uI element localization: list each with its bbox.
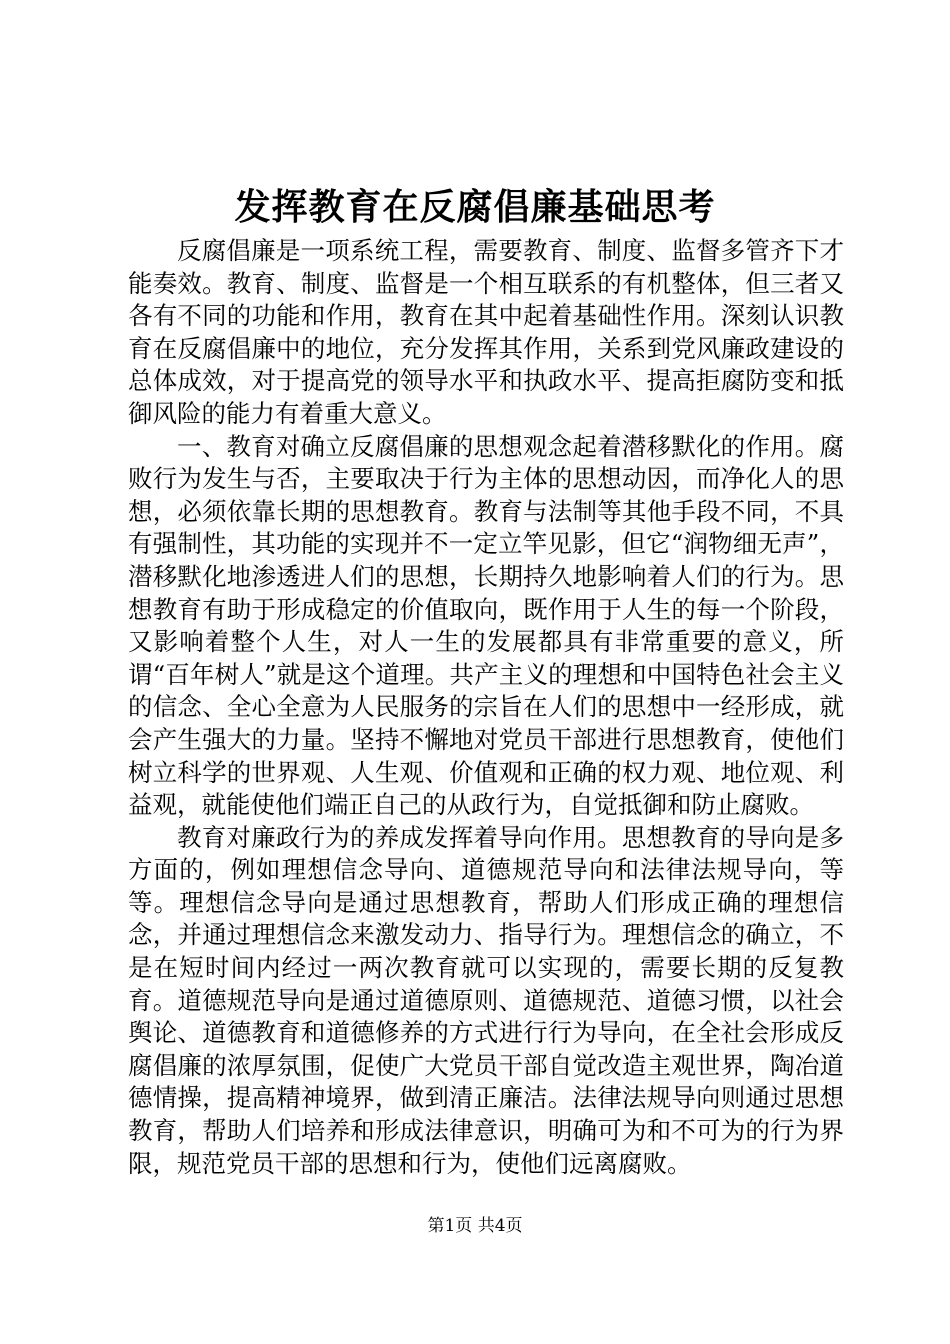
paragraph-guidance: 教育对廉政行为的养成发挥着导向作用。思想教育的导向是多方面的，例如理想信念导向、道德规范导向和法律法规导向，等等。理想信念导向是通过思想教育，帮助人们形成正确的理想信念，并通过理想信念来激发动力、指导行为。理想信念的确立，不是在短时间内经过一两次教育就可以实现的，需要长期的反复教育。道德规范导向是通过道德原则、道德规范、道德习惯，以社会舆论、道德教育和道德修养的方式进行行为导向，在全社会形成反腐倡廉的浓厚氛围，促使广大党员干部自觉改造主观世界，陶冶道德情操，提高精神境界，做到清正廉洁。法律法规导向则通过思想教育，帮助人们培养和形成法律意识，明确可为和不可为的行为界限，规范党员干部的思想和行为，使他们远离腐败。: [128, 822, 844, 1178]
paragraph-section-one: 一、教育对确立反腐倡廉的思想观念起着潜移默化的作用。腐败行为发生与否，主要取决于行为主体的思想动因，而净化人的思想，必须依靠长期的思想教育。教育与法制等其他手段不同，不具有强制性，其功能的实现并不一定立竿见影，但它“润物细无声”，潜移默化地渗透进人们的思想，长期持久地影响着人们的行为。思想教育有助于形成稳定的价值取向，既作用于人生的每一个阶段，又影响着整个人生，对人一生的发展都具有非常重要的意义，所谓“百年树人”就是这个道理。共产主义的理想和中国特色社会主义的信念、全心全意为人民服务的宗旨在人们的思想中一经形成，就会产生强大的力量。坚持不懈地对党员干部进行思想教育，使他们树立科学的世界观、人生观、价值观和正确的权力观、地位观、利益观，就能使他们端正自己的从政行为，自觉抵御和防止腐败。: [128, 431, 844, 820]
document-title: 发挥教育在反腐倡廉基础思考: [234, 186, 716, 228]
document-body: [128, 235, 844, 1180]
paragraph-intro: 反腐倡廉是一项系统工程，需要教育、制度、监督多管齐下才能奏效。教育、制度、监督是一个相互联系的有机整体，但三者又各有不同的功能和作用，教育在其中起着基础性作用。深刻认识教育在反腐倡廉中的地位，充分发挥其作用，关系到党风廉政建设的总体成效，对于提高党的领导水平和执政水平、提高拒腐防变和抵御风险的能力有着重大意义。: [128, 236, 844, 428]
page-number-footer: 第1页 共4页: [427, 1216, 523, 1236]
